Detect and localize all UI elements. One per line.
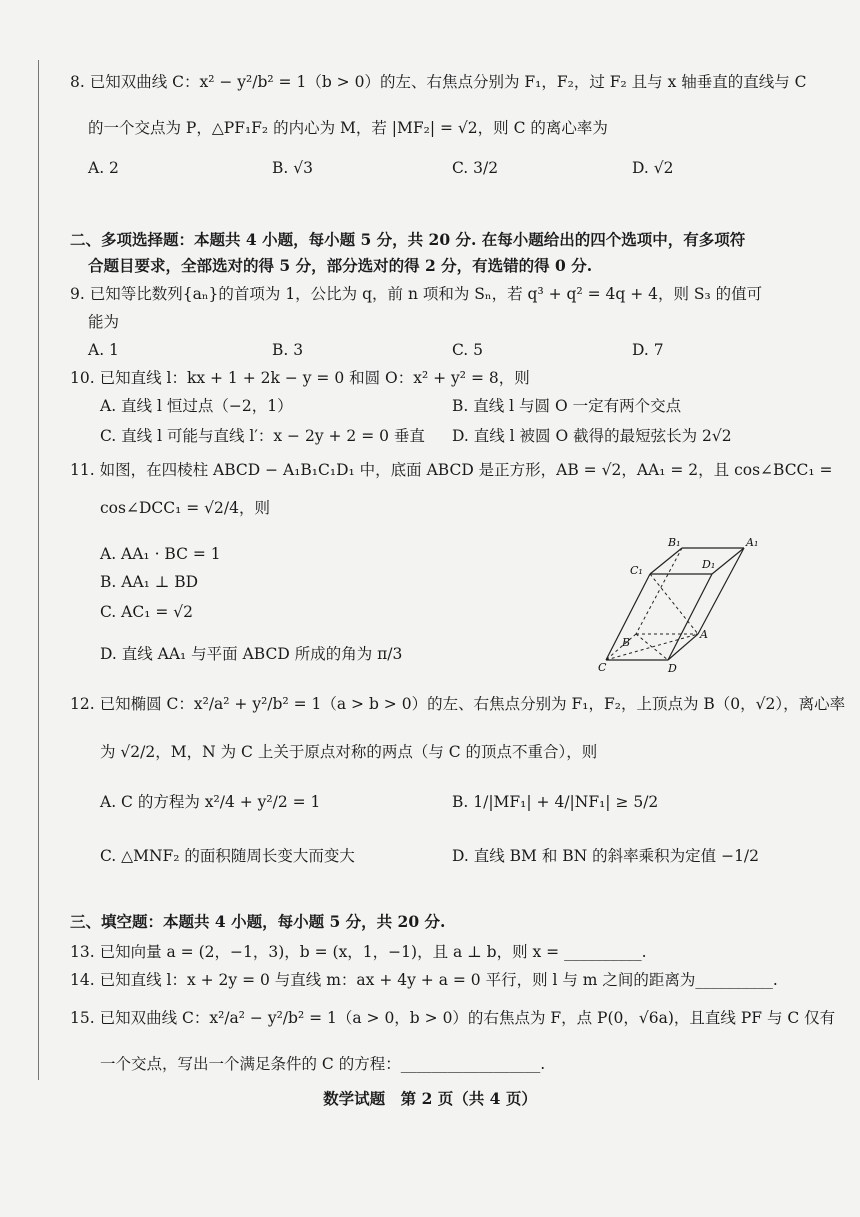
hidden-edge-b1-b	[636, 548, 682, 634]
q12-option-b: B. 1/|MF₁| + 4/|NF₁| ≥ 5/2	[452, 793, 659, 811]
q9-option-d: D. 7	[632, 341, 664, 359]
edge-d1-d	[668, 574, 712, 660]
label-d: D	[668, 662, 677, 674]
q15-line1: 15. 已知双曲线 C：x²/a² − y²/b² = 1（a > 0，b > 0）的右焦点为 F，点 P(0，√6a)，且直线 PF 与 C 仅有	[70, 1009, 836, 1027]
q11-line1: 11. 如图，在四棱柱 ABCD − A₁B₁C₁D₁ 中，底面 ABCD 是正方形，AB = √2，AA₁ = 2，且 cos∠BCC₁ =	[70, 461, 833, 479]
q10-option-d: D. 直线 l 被圆 O 截得的最短弦长为 2√2	[452, 427, 732, 445]
q8-option-b: B. √3	[272, 159, 313, 177]
section2-heading-line2: 合题目要求，全部选对的得 5 分，部分选对的得 2 分，有选错的得 0 分.	[88, 256, 593, 275]
q9-line1: 9. 已知等比数列{aₙ}的首项为 1，公比为 q，前 n 项和为 Sₙ，若 q³ + q² = 4q + 4，则 S₃ 的值可	[70, 285, 763, 303]
hidden-edge-b-c	[606, 634, 636, 660]
q10-stem: 10. 已知直线 l：kx + 1 + 2k − y = 0 和圆 O：x² + y² = 8，则	[70, 369, 530, 387]
q10-option-a: A. 直线 l 恒过点（−2，1）	[100, 397, 293, 415]
hidden-diagonal-bd	[636, 634, 668, 660]
edge-b1-c1	[650, 548, 682, 574]
prism-figure	[598, 536, 768, 674]
label-c1: C₁	[630, 564, 643, 577]
q14-text: 14. 已知直线 l：x + 2y = 0 与直线 m：ax + 4y + a = 0 平行，则 l 与 m 之间的距离为__________.	[70, 971, 778, 989]
q12-line1: 12. 已知椭圆 C：x²/a² + y²/b² = 1（a > b > 0）的左、右焦点分别为 F₁，F₂，上顶点为 B（0，√2），离心率	[70, 695, 846, 713]
label-a: A	[700, 628, 708, 641]
q13-text: 13. 已知向量 a = (2，−1，3)，b = (x，1，−1)，且 a ⊥ b，则 x = __________.	[70, 943, 647, 961]
q9-line2: 能为	[88, 313, 120, 331]
q10-option-c: C. 直线 l 可能与直线 l′：x − 2y + 2 = 0 垂直	[100, 427, 425, 445]
q11-option-c: C. AC₁ = √2	[100, 603, 194, 621]
q8-option-d: D. √2	[632, 159, 674, 177]
label-d1: D₁	[702, 558, 716, 571]
edge-d1-a1	[712, 548, 744, 574]
q9-option-c: C. 5	[452, 341, 484, 359]
q9-option-a: A. 1	[88, 341, 119, 359]
margin-line	[38, 60, 39, 1080]
q12-option-d: D. 直线 BM 和 BN 的斜率乘积为定值 −1/2	[452, 847, 760, 865]
section3-heading: 三、填空题：本题共 4 小题，每小题 5 分，共 20 分.	[70, 912, 446, 931]
q8-line2: 的一个交点为 P，△PF₁F₂ 的内心为 M，若 |MF₂| = √2，则 C 的离心率为	[88, 119, 608, 137]
label-a1: A₁	[746, 536, 759, 549]
q11-option-d: D. 直线 AA₁ 与平面 ABCD 所成的角为 π/3	[100, 645, 403, 663]
q8-line1: 8. 已知双曲线 C：x² − y²/b² = 1（b > 0）的左、右焦点分别为 F₁，F₂，过 F₂ 且与 x 轴垂直的直线与 C	[70, 73, 807, 91]
q11-option-b: B. AA₁ ⊥ BD	[100, 573, 199, 591]
section2-heading-line1: 二、多项选择题：本题共 4 小题，每小题 5 分，共 20 分. 在每小题给出的四个选项中，有多项符	[70, 230, 746, 249]
q15-line2: 一个交点，写出一个满足条件的 C 的方程：__________________.	[100, 1055, 546, 1073]
label-b1: B₁	[668, 536, 681, 549]
hidden-diagonal-c1a	[650, 574, 698, 634]
q8-option-a: A. 2	[88, 159, 119, 177]
q11-line2: cos∠DCC₁ = √2/4，则	[100, 499, 270, 517]
q12-line2: 为 √2/2，M，N 为 C 上关于原点对称的两点（与 C 的顶点不重合），则	[100, 743, 598, 761]
q10-option-b: B. 直线 l 与圆 O 一定有两个交点	[452, 397, 682, 415]
q12-option-c: C. △MNF₂ 的面积随周长变大而变大	[100, 847, 355, 865]
page-footer: 数学试题 第 2 页（共 4 页）	[323, 1089, 537, 1108]
q8-option-c: C. 3/2	[452, 159, 499, 177]
q11-option-a: A. AA₁ · BC = 1	[100, 545, 221, 563]
q12-option-a: A. C 的方程为 x²/4 + y²/2 = 1	[100, 793, 321, 811]
q9-option-b: B. 3	[272, 341, 304, 359]
label-b: B	[622, 636, 631, 649]
label-c: C	[598, 661, 607, 674]
